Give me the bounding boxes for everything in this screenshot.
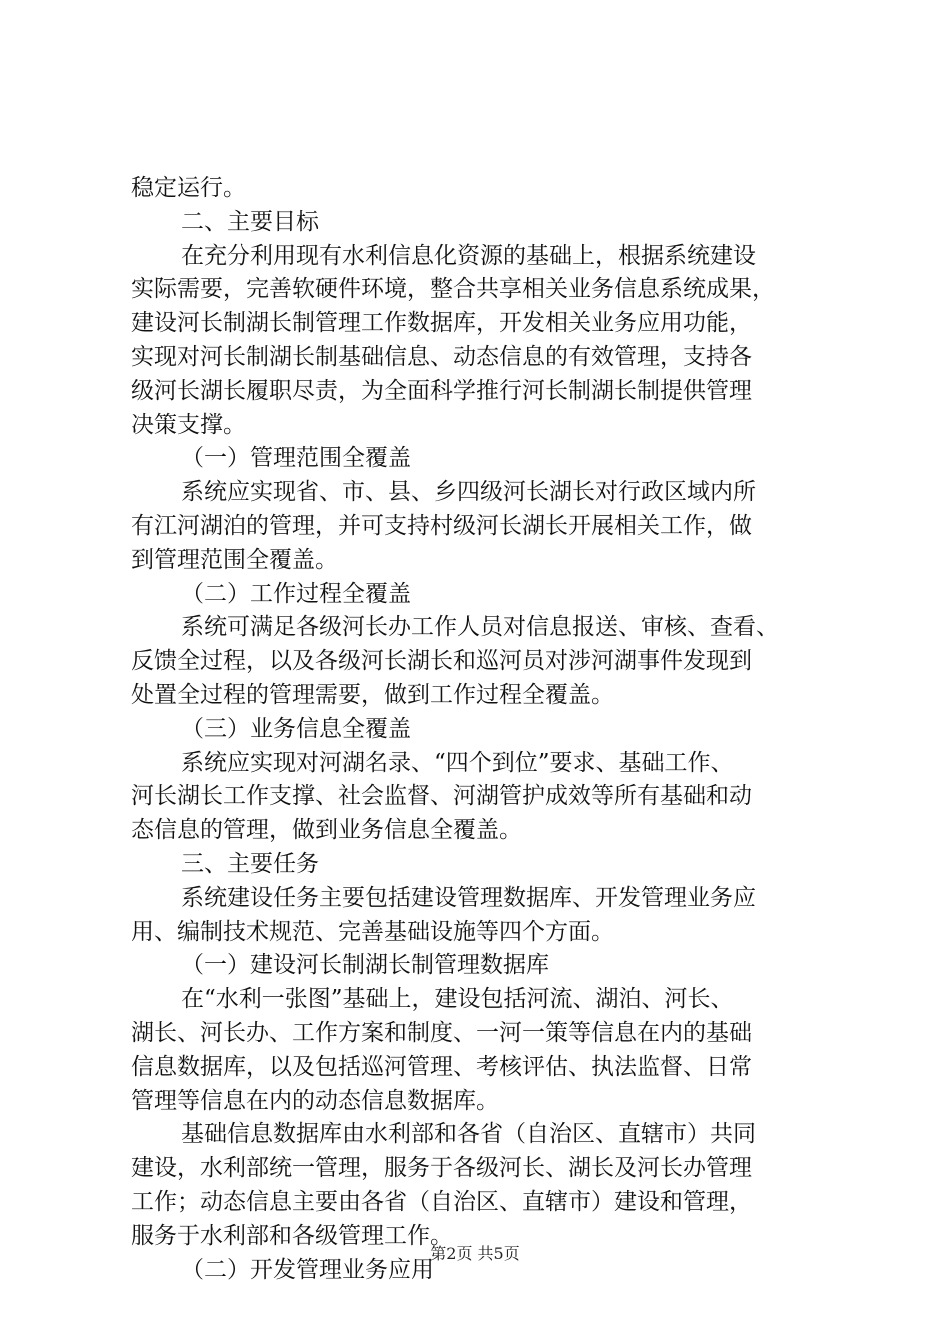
- paragraph-line: 有江河湖泊的管理，并可支持村级河长湖长开展相关工作，做: [131, 512, 752, 539]
- paragraph-line: 建设，水利部统一管理，服务于各级河长、湖长及河长办管理: [131, 1155, 752, 1182]
- subsection-heading: （一）管理范围全覆盖: [181, 445, 411, 472]
- paragraph-line: 实际需要，完善软硬件环境，整合共享相关业务信息系统成果，: [131, 276, 775, 303]
- section-heading: 二、主要目标: [181, 208, 319, 235]
- paragraph-line: 信息数据库，以及包括巡河管理、考核评估、执法监督、日常: [131, 1053, 752, 1080]
- paragraph-line: 湖长、河长办、工作方案和制度、一河一策等信息在内的基础: [131, 1019, 752, 1046]
- paragraph-line: 工作；动态信息主要由各省（自治区、直辖市）建设和管理，: [131, 1188, 752, 1215]
- subsection-heading: （二）工作过程全覆盖: [181, 580, 411, 607]
- paragraph-line: 到管理范围全覆盖。: [131, 546, 338, 573]
- paragraph-line: 系统可满足各级河长办工作人员对信息报送、审核、查看、: [181, 614, 779, 641]
- paragraph-line: 级河长湖长履职尽责，为全面科学推行河长制湖长制提供管理: [131, 377, 752, 404]
- text-line: 稳定运行。: [131, 175, 246, 201]
- paragraph-line: 在充分利用现有水利信息化资源的基础上，根据系统建设: [181, 242, 756, 269]
- paragraph-line: 反馈全过程，以及各级河长湖长和巡河员对涉河湖事件发现到: [131, 648, 752, 675]
- subsection-heading: （三）业务信息全覆盖: [181, 715, 411, 742]
- paragraph-line: 态信息的管理，做到业务信息全覆盖。: [131, 817, 522, 844]
- paragraph-line: 实现对河长制湖长制基础信息、动态信息的有效管理，支持各: [131, 343, 752, 370]
- subsection-heading: （二）开发管理业务应用: [181, 1256, 434, 1283]
- paragraph-line: 系统建设任务主要包括建设管理数据库、开发管理业务应: [181, 884, 756, 911]
- paragraph-line: 系统应实现对河湖名录、“四个到位”要求、基础工作、: [181, 749, 734, 776]
- paragraph-line: 用、编制技术规范、完善基础设施等四个方面。: [131, 918, 614, 945]
- paragraph-line: 系统应实现省、市、县、乡四级河长湖长对行政区域内所: [181, 479, 756, 506]
- paragraph-line: 管理等信息在内的动态信息数据库。: [131, 1087, 499, 1114]
- paragraph-line: 基础信息数据库由水利部和各省（自治区、直辖市）共同: [181, 1121, 756, 1148]
- paragraph-line: 河长湖长工作支撑、社会监督、河湖管护成效等所有基础和动: [131, 783, 752, 810]
- paragraph-line: 建设河长制湖长制管理工作数据库，开发相关业务应用功能，: [131, 310, 752, 337]
- section-heading: 三、主要任务: [181, 850, 319, 877]
- paragraph-line: 决策支撑。: [131, 411, 246, 438]
- paragraph-line: 处置全过程的管理需要，做到工作过程全覆盖。: [131, 681, 614, 708]
- document-body: [131, 172, 831, 1287]
- subsection-heading: （一）建设河长制湖长制管理数据库: [181, 952, 549, 979]
- paragraph-line: 服务于水利部和各级管理工作。: [131, 1222, 453, 1249]
- paragraph-line: 在“水利一张图”基础上，建设包括河流、湖泊、河长、: [181, 986, 734, 1013]
- page-number-footer: 第2页 共5页: [430, 1244, 520, 1263]
